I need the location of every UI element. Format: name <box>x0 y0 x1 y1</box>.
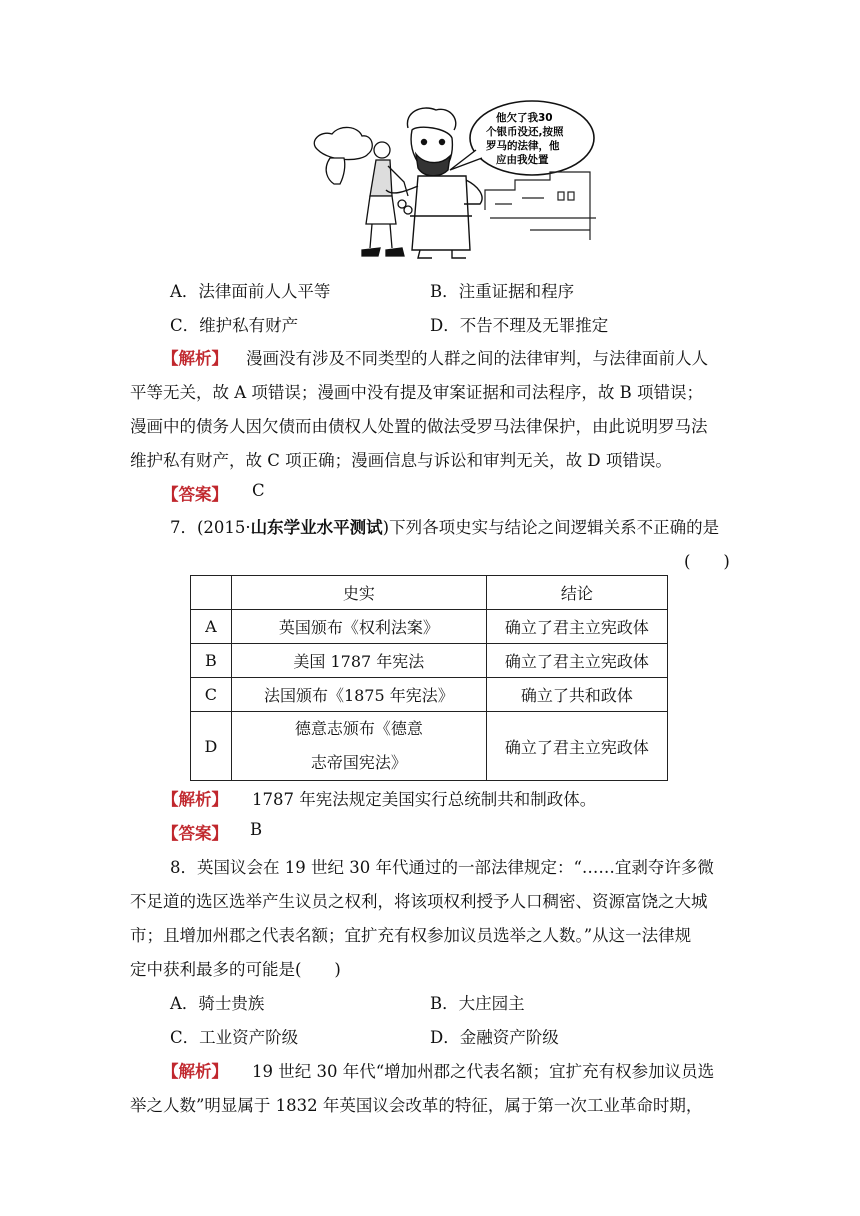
option-c: C．维护私有财产 <box>170 316 299 335</box>
option-b: B．大庄园主 <box>430 994 525 1013</box>
table-header-cell: 结论 <box>486 576 667 610</box>
analysis-line: 平等无关，故 A 项错误；漫画中没有提及审案证据和司法程序，故 B 项错误； <box>130 383 704 402</box>
speech-line: 罗马的法律，他 <box>486 140 560 152</box>
option-a: A．骑士贵族 <box>170 994 265 1013</box>
speech-bubble <box>450 101 594 175</box>
roman-law-cartoon <box>300 100 600 262</box>
row-conclusion: 确立了君主立宪政体 <box>486 644 667 678</box>
analysis-line: 19 世纪 30 年代“增加州郡之代表名额；宜扩充有权参加议员选 <box>252 1062 715 1081</box>
answer-tag: 【答案】 <box>162 824 228 843</box>
analysis-tag: 【解析】 <box>162 349 228 368</box>
answer-value: C <box>252 481 265 500</box>
table-header-cell <box>191 576 232 610</box>
row-fact-line: 德意志颁布《德意 <box>294 719 423 738</box>
row-label: D <box>191 712 232 781</box>
question-stem-line: 不足道的选区选举产生议员之权利，将该项权利授予人口稠密、资源富饶之大城 <box>130 892 708 911</box>
question-stem-line: 市；且增加州郡之代表名额；宜扩充有权参加议员选举之人数。”从这一法律规 <box>130 926 692 945</box>
row-fact <box>231 712 486 781</box>
speech-line: 他欠了我30 <box>496 112 553 124</box>
question-stem-line: 8．英国议会在 19 世纪 30 年代通过的一部法律规定：“……宜剥夺许多微 <box>170 858 714 877</box>
debtor-figure <box>314 127 412 256</box>
row-label: C <box>191 678 232 712</box>
row-conclusion: 确立了君主立宪政体 <box>486 712 667 781</box>
speech-line: 应由我处置 <box>496 154 549 166</box>
answer-value: B <box>250 820 263 839</box>
answer-tag: 【答案】 <box>162 485 228 504</box>
analysis-tag: 【解析】 <box>162 1062 228 1081</box>
history-table <box>190 575 668 781</box>
row-label: A <box>191 610 232 644</box>
analysis-line: 漫画中的债务人因欠债而由债权人处置的做法受罗马法律保护，由此说明罗马法 <box>130 417 708 436</box>
option-b: B．注重证据和程序 <box>430 282 575 301</box>
row-fact-line: 志帝国宪法》 <box>310 753 407 772</box>
option-d: D．金融资产阶级 <box>430 1028 559 1047</box>
speech-line: 个银币没还,按照 <box>486 126 564 138</box>
analysis-line: 漫画没有涉及不同类型的人群之间的法律审判，与法律面前人人 <box>246 349 708 368</box>
question-stem: 7．(2015·山东学业水平测试)下列各项史实与结论之间逻辑关系不正确的是 <box>170 518 720 537</box>
analysis-line: 举之人数”明显属于 1832 年英国议会改革的特征，属于第一次工业革命时期， <box>130 1096 703 1115</box>
creditor-figure <box>386 108 482 258</box>
table-row <box>191 712 668 781</box>
answer-paren: ( ) <box>684 552 730 571</box>
analysis-line: 维护私有财产，故 C 项正确；漫画信息与诉讼和审判无关，故 D 项错误。 <box>130 451 672 470</box>
table-row <box>191 678 668 712</box>
row-label: B <box>191 644 232 678</box>
row-fact: 法国颁布《1875 年宪法》 <box>231 678 486 712</box>
row-fact: 英国颁布《权利法案》 <box>231 610 486 644</box>
background-buildings <box>485 172 596 240</box>
row-fact: 美国 1787 年宪法 <box>231 644 486 678</box>
question-stem-line: 定中获利最多的可能是( ) <box>130 960 341 979</box>
option-c: C．工业资产阶级 <box>170 1028 299 1047</box>
row-conclusion: 确立了君主立宪政体 <box>486 610 667 644</box>
analysis-tag: 【解析】 <box>162 790 228 809</box>
option-d: D．不告不理及无罪推定 <box>430 316 609 335</box>
table-header-cell: 史实 <box>231 576 486 610</box>
analysis-text: 1787 年宪法规定美国实行总统制共和制政体。 <box>252 790 597 809</box>
option-a: A．法律面前人人平等 <box>170 282 331 301</box>
question-source: 山东学业水平测试 <box>250 518 383 537</box>
table-row <box>191 610 668 644</box>
row-conclusion: 确立了共和政体 <box>486 678 667 712</box>
table-header-row <box>191 576 668 610</box>
table-row <box>191 644 668 678</box>
